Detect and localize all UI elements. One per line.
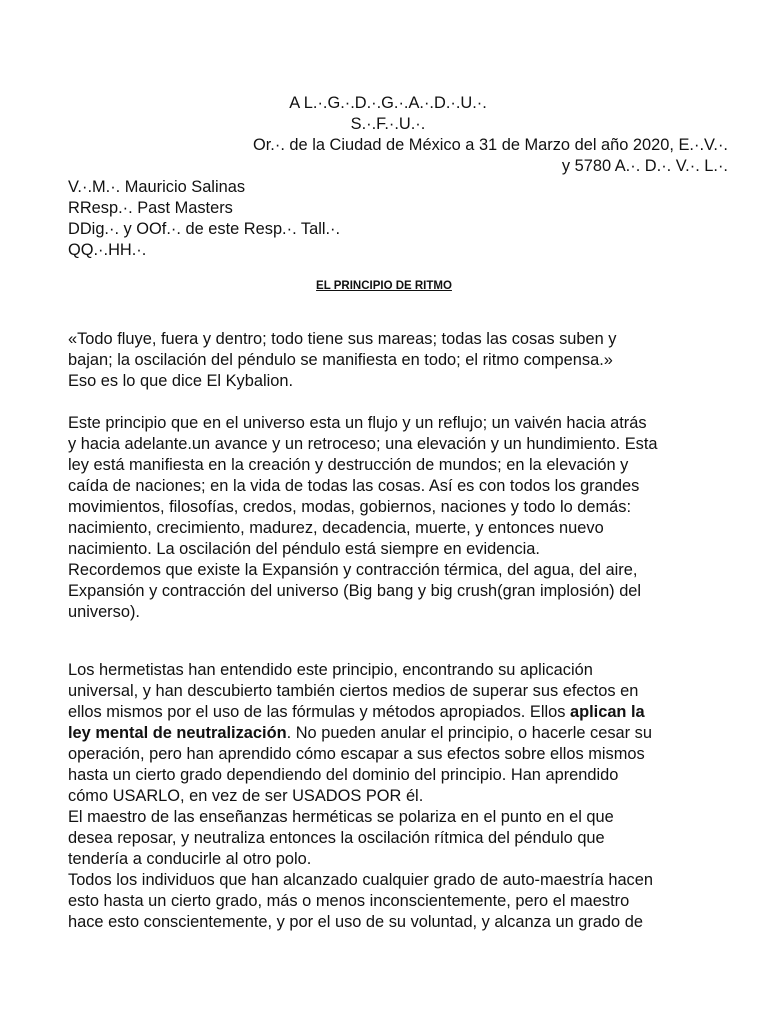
header-masonic-year: y 5780 A.·. D.·. V.·. L.·. — [561, 157, 728, 175]
header-motto: S.·.F.·.U.·. — [350, 115, 426, 133]
text-line: tendería a conducirle al otro polo. — [68, 850, 312, 868]
text-line: hasta un cierto grado dependiendo del dominio del principio. Han aprendido — [68, 766, 619, 784]
text-line: Eso es lo que dice El Kybalion. — [68, 372, 294, 390]
salutation-line: V.·.M.·. Mauricio Salinas — [68, 178, 246, 196]
text-line: Todos los individuos que han alcanzado cualquier grado de auto-maestría hacen — [68, 871, 653, 889]
salutation-line: DDig.·. y OOf.·. de este Resp.·. Tall.·. — [68, 220, 341, 238]
bold-text: ley mental de neutralización — [68, 724, 287, 742]
text-line: y hacia adelante.un avance y un retroceso; una elevación y un hundimiento. Esta — [68, 435, 658, 453]
document-title: EL PRINCIPIO DE RITMO — [316, 280, 452, 292]
text-line: Recordemos que existe la Expansión y contracción térmica, del agua, del aire, — [68, 561, 638, 579]
header-invocation: A L.·.G.·.D.·.G.·.A.·.D.·.U.·. — [289, 94, 487, 112]
text-line: esto hasta un cierto grado, más o menos inconscientemente, pero el maestro — [68, 892, 630, 910]
text-line — [68, 702, 708, 723]
salutation-line: RResp.·. Past Masters — [68, 199, 233, 217]
text-line: El maestro de las enseñanzas herméticas se polariza en el punto en el que — [68, 808, 614, 826]
text-line: universal, y han descubierto también ciertos medios de superar sus efectos en — [68, 682, 639, 700]
text-line: nacimiento. La oscilación del péndulo está siempre en evidencia. — [68, 540, 540, 558]
text-line: Este principio que en el universo esta un flujo y un reflujo; un vaivén hacia atrás — [68, 414, 647, 432]
text-line: hace esto conscientemente, y por el uso de su voluntad, y alcanza un grado de — [68, 913, 643, 931]
text-line: desea reposar, y neutraliza entonces la oscilación rítmica del péndulo que — [68, 829, 605, 847]
text-line: caída de naciones; en la vida de todas las cosas. Así es con todos los grandes — [68, 477, 640, 495]
text-run: ellos mismos por el uso de las fórmulas y métodos apropiados. Ellos — [68, 703, 570, 721]
text-line: universo). — [68, 603, 140, 621]
text-line: «Todo fluye, fuera y dentro; todo tiene sus mareas; todas las cosas suben y — [68, 330, 617, 348]
text-run: . No pueden anular el principio, o hacerle cesar su — [286, 724, 652, 742]
paragraph-principle — [68, 413, 708, 623]
text-line: ley está manifiesta en la creación y destrucción de mundos; en la elevación y — [68, 456, 629, 474]
salutation-line: QQ.·.HH.·. — [68, 241, 147, 259]
paragraph-hermetists — [68, 660, 708, 933]
paragraph-quote — [68, 329, 708, 392]
text-line: cómo USARLO, en vez de ser USADOS POR él. — [68, 787, 424, 805]
text-line: Los hermetistas han entendido este principio, encontrando su aplicación — [68, 661, 593, 679]
text-line: nacimiento, crecimiento, madurez, decadencia, muerte, y entonces nuevo — [68, 519, 604, 537]
text-line: movimientos, filosofías, credos, modas, gobiernos, naciones y todo lo demás: — [68, 498, 632, 516]
text-line: Expansión y contracción del universo (Big bang y big crush(gran implosión) del — [68, 582, 642, 600]
text-line — [68, 723, 708, 744]
text-line: bajan; la oscilación del péndulo se manifiesta en todo; el ritmo compensa.» — [68, 351, 613, 369]
text-line: operación, pero han aprendido cómo escapar a sus efectos sobre ellos mismos — [68, 745, 645, 763]
header-place-date: Or.·. de la Ciudad de México a 31 de Marzo del año 2020, E.·.V.·. — [253, 136, 728, 154]
bold-text: aplican la — [569, 703, 645, 721]
